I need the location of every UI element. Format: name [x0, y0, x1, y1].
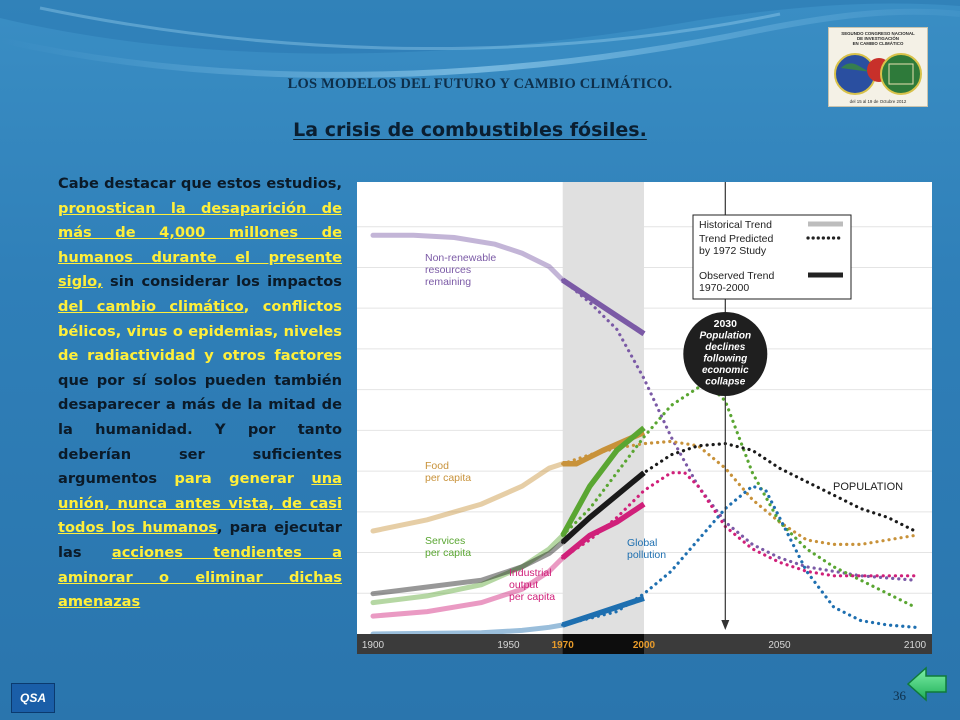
legend-label-2: 1970-2000 [699, 282, 750, 294]
legend-label-0: Historical Trend [699, 219, 772, 231]
x-tick-label: 1950 [497, 640, 520, 651]
label-nonrenewable-line: Non-renewable [425, 252, 497, 264]
arrow-left-icon [908, 668, 946, 700]
label-population-line: POPULATION [833, 481, 904, 493]
annotation-text: economic [701, 365, 749, 376]
label-industrial-line: per capita [509, 591, 556, 603]
label-services-line: Services [425, 535, 466, 547]
header-wave-decoration [0, 0, 960, 110]
event-arrow-icon [721, 620, 729, 630]
x-tick-label: 2000 [632, 640, 656, 651]
annotation-text: Population [699, 330, 752, 342]
next-slide-button[interactable] [906, 666, 948, 702]
label-pollution-line: Global [627, 537, 658, 549]
page-number: 36 [893, 688, 906, 703]
x-axis-highlight [563, 634, 644, 654]
label-nonrenewable-line: remaining [425, 276, 472, 288]
legend-label-1: Trend Predicted [699, 233, 774, 245]
x-tick-label: 2100 [903, 640, 927, 651]
slide-title: LOS MODELOS DEL FUTURO Y CAMBIO CLIMÁTICO. [287, 76, 673, 92]
series-historical-5 [373, 625, 563, 634]
label-industrial-line: output [509, 579, 539, 591]
qsa-logo: QSA [11, 683, 55, 713]
label-food-line: per capita [425, 472, 472, 484]
label-industrial-line: Industrial [509, 567, 552, 579]
x-tick-label: 1970 [551, 640, 574, 651]
annotation-text: following [703, 353, 748, 365]
label-services-line: per capita [425, 547, 472, 559]
x-tick-label: 2050 [768, 640, 791, 651]
label-food-line: Food [425, 460, 449, 472]
globes-icon [833, 50, 923, 98]
congress-logo [828, 27, 928, 107]
legend-label-1: by 1972 Study [699, 245, 767, 257]
legend-label-2: Observed Trend [699, 270, 775, 282]
logo-date: del 15 al 19 de Octubre 2012 [849, 99, 907, 104]
x-tick-label: 1900 [361, 640, 385, 651]
label-pollution-line: pollution [627, 549, 667, 561]
logo-heading: SEGUNDO CONGRESO NACIONAL DE INVESTIGACIÓN EN CAMBIO CLIMÁTICO [841, 31, 915, 46]
annotation-text: collapse [705, 376, 746, 388]
chart-svg [357, 182, 932, 654]
slide-subtitle: La crisis de combustibles fósiles. [293, 119, 647, 141]
shaded-period-band [563, 182, 644, 634]
annotation-text: 2030 [713, 318, 737, 330]
label-nonrenewable-line: resources [425, 264, 472, 276]
limits-to-growth-chart [357, 182, 932, 654]
body-paragraph: Cabe destacar que estos estudios, pronostican la desaparición de más de 4,000 millones de humanos durante el presente siglo, sin considerar los impactos del cambio climático, conflictos bélicos, virus o epidemias, niveles de radiactividad y otros factores que por sí solos pueden también desaparecer a más de la mitad de la humanidad. Y por tanto deberían ser suficientes argumentos para generar una unión, nunca antes vista, de casi todos los humanos, para ejecutar las acciones tendientes a aminorar o eliminar dichas amenazas [58, 175, 342, 611]
annotation-text: declines [705, 342, 746, 353]
